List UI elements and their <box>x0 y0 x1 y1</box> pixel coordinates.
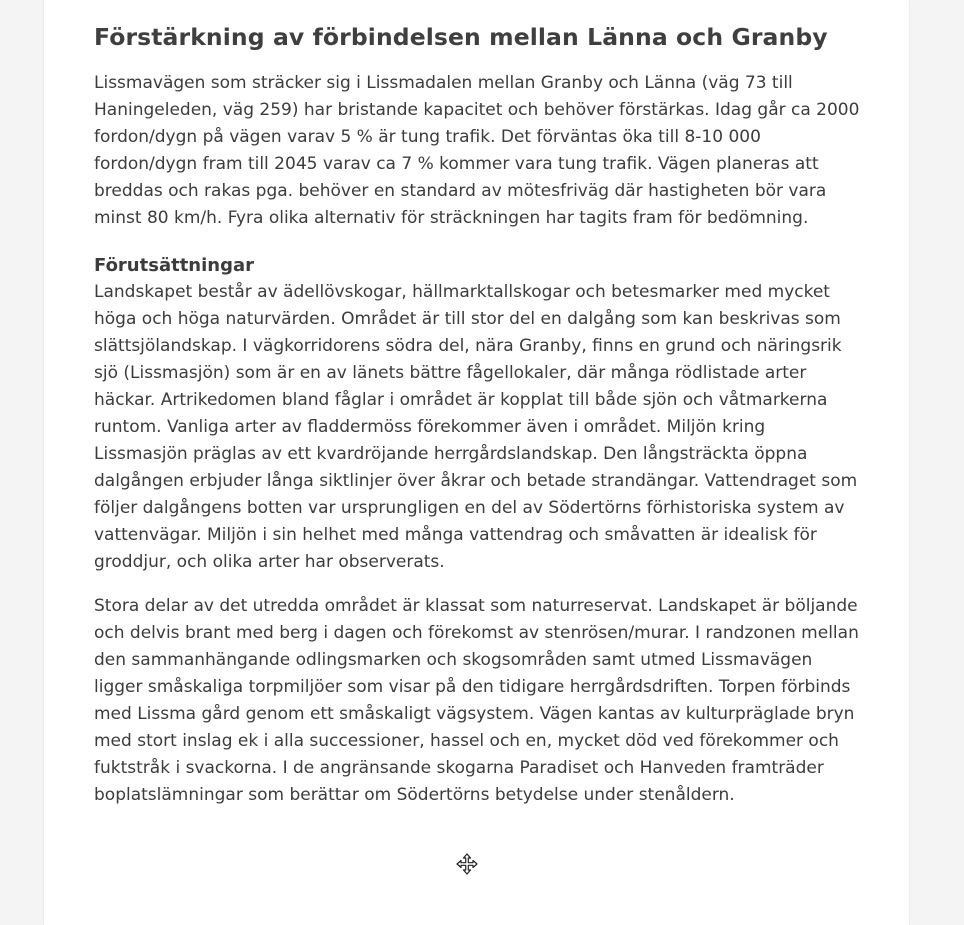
move-cursor-icon[interactable] <box>456 853 478 875</box>
body-paragraph-1: Landskapet består av ädellövskogar, hällmarktallskogar och betesmarker med mycket höga och höga naturvärden. Området är till stor del en dalgång som kan beskrivas som slättsjölandskap. I vägkorridorens södra del, nära Granby, finns en grund och näringsrik sjö (Lissmasjön) som är en av länets bättre fågellokaler, där många rödlistade arter häckar. Artrikedomen bland fåglar i området är kopplat till både sjön och våtmarkerna runtom. Vanliga arter av fladdermöss förekommer även i området. Miljön kring Lissmasjön präglas av ett kvardröjande herrgårdslandskap. Den långsträckta öppna dalgången erbjuder långa siktlinjer över åkrar och betade strandängar. Vattendraget som följer dalgångens botten var ursprungligen en del av Södertörns förhistoriska system av vattenvägar. Miljön i sin helhet med många vattendrag och småvatten är idealisk för groddjur, och olika arter har observerats. <box>94 282 858 572</box>
body-paragraph-2: Stora delar av det utredda området är klassat som naturreservat. Landskapet är böljande och delvis brant med berg i dagen och förekomst av stenrösen/murar. I randzonen mellan den sammanhängande odlingsmarken och skogsområden samt utmed Lissmavägen ligger småskaliga torpmiljöer som visar på den tidigare herrgårdsdriften. Torpen förbinds med Lissma gård genom ett småskaligt vägsystem. Vägen kantas av kulturpräglade bryn med stort inslag ek i alla successioner, hassel och en, mycket död ved förekommer och fuktstråk i svackorna. I de angränsande skogarna Paradiset och Hanveden framträder boplatslämningar som berättar om Södertörns betydelse under stenåldern. <box>94 596 859 805</box>
document-page <box>44 0 909 925</box>
intro-paragraph: Lissmavägen som sträcker sig i Lissmadalen mellan Granby och Länna (väg 73 till Haningeleden, väg 259) har bristande kapacitet och behöver förstärkas. Idag går ca 2000 fordon/dygn på vägen varav 5 % är tung trafik. Det förväntas öka till 8-10 000 fordon/dygn fram till 2045 varav ca 7 % kommer vara tung trafik. Vägen planeras att breddas och rakas pga. behöver en standard av mötesfriväg där hastigheten bör vara minst 80 km/h. Fyra olika alternativ för sträckningen har tagits fram för bedömning. <box>94 73 860 228</box>
document-title: Förstärkning av förbindelsen mellan Länna och Granby <box>94 23 828 51</box>
section-heading: Förutsättningar <box>94 255 255 276</box>
document-content <box>94 21 862 809</box>
